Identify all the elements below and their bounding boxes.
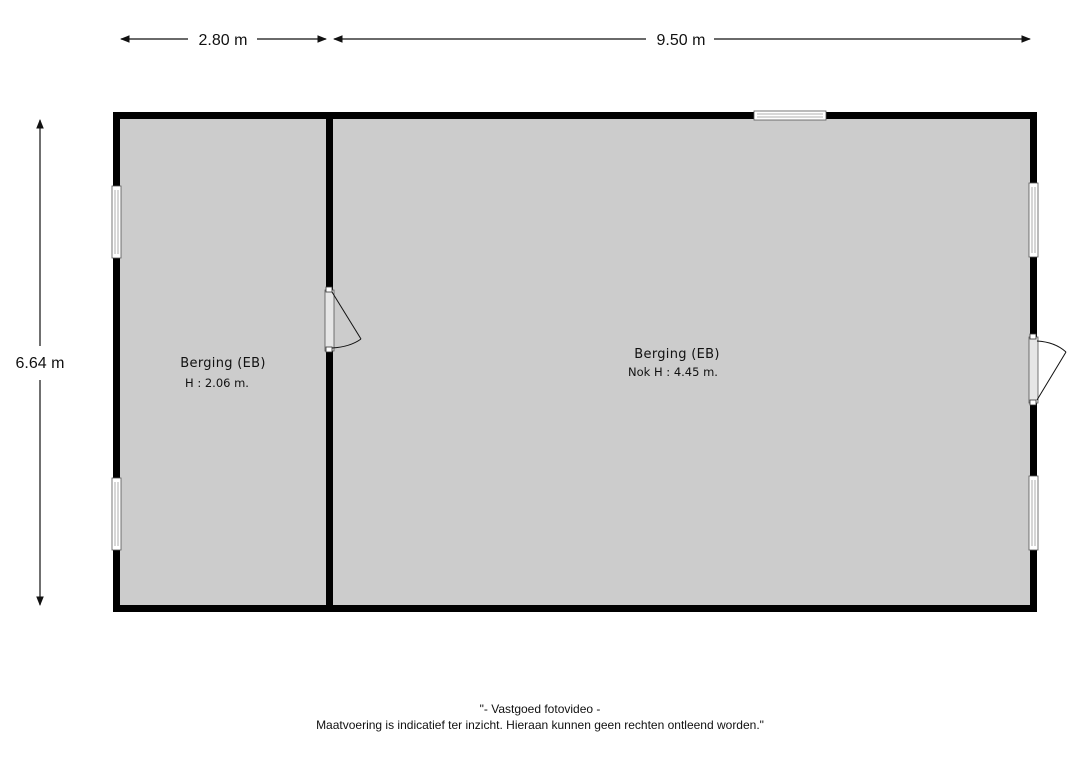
room-name-left: Berging (EB)	[180, 356, 266, 371]
window-left-lower	[112, 478, 121, 550]
dimension-label-width-right: 9.50 m	[656, 32, 706, 49]
dimension-width-left	[121, 32, 326, 49]
window-top	[754, 111, 826, 120]
window-left-upper	[112, 186, 121, 258]
room-height-right: Nok H : 4.45 m.	[628, 365, 718, 379]
dimension-label-height: 6.64 m	[15, 355, 65, 372]
dimension-width-right	[334, 32, 1030, 49]
dimension-label-width-left: 2.80 m	[198, 32, 248, 49]
window-right-upper	[1029, 183, 1038, 257]
window-right-lower	[1029, 476, 1038, 550]
room-height-left: H : 2.06 m.	[185, 376, 249, 390]
dimension-height	[16, 120, 65, 605]
door-exterior	[1029, 334, 1066, 405]
footer-line-1: "- Vastgoed fotovideo -	[479, 702, 601, 716]
room-floor-right	[331, 117, 1032, 607]
disclaimer-footer	[0, 701, 1080, 733]
footer-line-2: Maatvoering is indicatief ter inzicht. Hieraan kunnen geen rechten ontleend worden."	[316, 718, 764, 732]
room-name-right: Berging (EB)	[634, 347, 720, 362]
